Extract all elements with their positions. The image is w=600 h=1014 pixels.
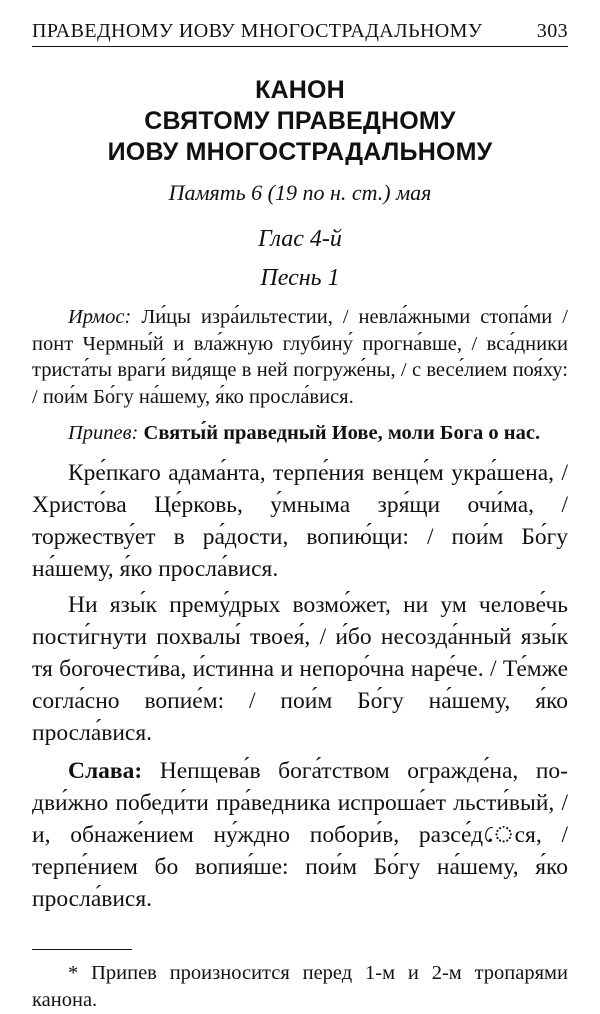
- ode-heading: Песнь 1: [260, 265, 340, 291]
- title-line-3: ИОВУ МНОГОСТРАДАЛЬНОМУ: [107, 138, 493, 166]
- refrain-text: Святы́й праведный Иове, моли Бога о нас.: [143, 422, 541, 444]
- running-header: [32, 20, 568, 47]
- irmos-paragraph: [32, 304, 568, 410]
- footnote: * Припев произносится перед 1-м и 2-м тропарями канона.: [32, 961, 568, 1011]
- irmos-text: Ли́цы изра́ильтестии, / невла́жными стопа́ми / понт Чермны́й и вла́жную глубину́ прогна́вше, / вса́дники триста́ты враги́ ви́дяще в ней погруже́ны, / с весе́лием поя́ху: / пои́м Бо́гу на́шему, я́ко просла́вися.: [32, 306, 568, 408]
- troparion-1: Кре́пкаго адама́нта, терпе́ния венце́м укра́шена, / Христо́ва Це́рковь, у́мныма зря́щи очи́ма, / торжеству́ет в ра́дости, вопию́щи: / пои́м Бо́гу на́шему, я́ко просла́вися.: [32, 459, 568, 582]
- irmos-label: Ирмос:: [68, 306, 132, 328]
- troparion-2: Ни язы́к прему́дрых возмо́жет, ни ум челове́чь пости́гнути похвалы́ твоея́, / и́бо несозда́нный язы́к тя богочести́ва, и́стинна и непоро́чна наре́че. / Те́мже согла́сно вопие́м: / пои́м Бо́гу на́шему, я́ко просла́вися.: [32, 591, 568, 746]
- glory-label: Слава:: [68, 757, 143, 784]
- title-line-2: СВЯТОМУ ПРАВЕДНОМУ: [144, 107, 456, 135]
- glory-text: Непщева́в бога́тством огражде́на, подви́жно победи́ти пра́ведника испроша́ет льсти́вый, / и, обнаже́нием ну́ждно побори́в, разсе́дেся, / терпе́нием бо вопия́ше: пои́м Бо́гу на́шему, я́ко просла́вися.: [32, 757, 568, 912]
- running-title: ПРАВЕДНОМУ ИОВУ МНОГОСТРАДАЛЬНОМУ: [32, 20, 483, 42]
- title-line-1: КАНОН: [255, 76, 345, 104]
- canon-title: [32, 75, 568, 168]
- glory-paragraph: [32, 755, 568, 915]
- refrain-paragraph: [32, 420, 568, 447]
- page-number: 303: [536, 20, 568, 42]
- refrain-label: Припев:: [68, 422, 139, 444]
- tone-heading: Глас 4-й: [258, 226, 342, 252]
- commemoration-date: Память 6 (19 по н. ст.) мая: [168, 180, 432, 205]
- footnote-divider: [32, 949, 132, 950]
